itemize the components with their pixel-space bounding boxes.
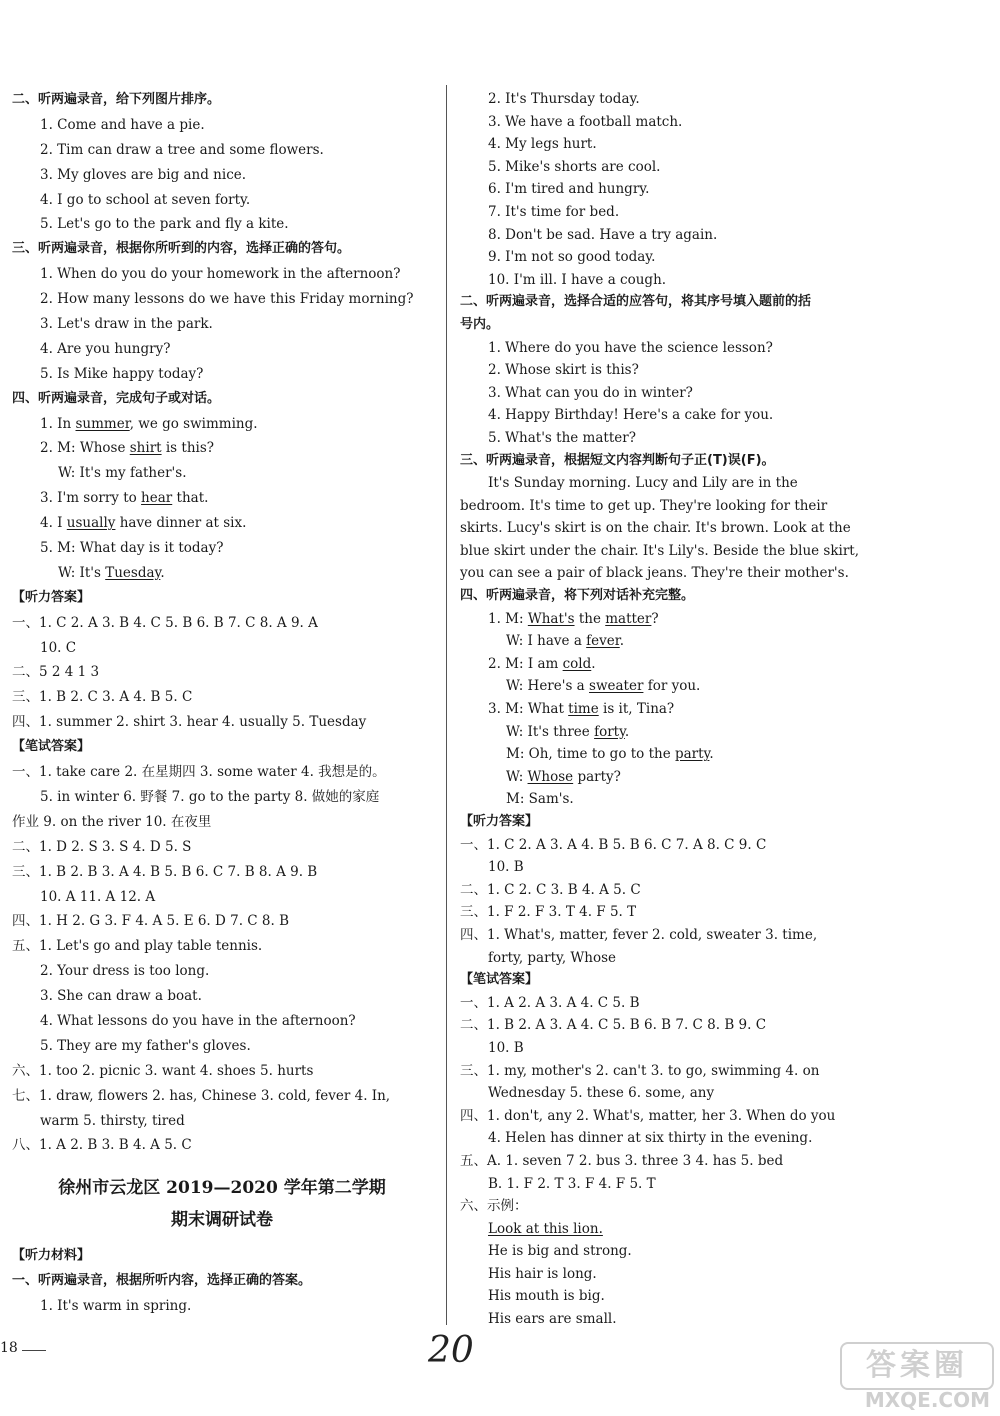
list-item: 8. Don't be sad. Have a try again.	[488, 226, 718, 243]
answer-line: 5. in winter 6. 野餐 7. go to the party 8. 做她的家庭	[40, 788, 380, 805]
section-heading: 四、听两遍录音，完成句子或对话。	[12, 390, 221, 406]
answer-line: 二、1. B 2. A 3. A 4. C 5. B 6. B 7. C 8. B 9. C	[460, 1017, 767, 1034]
filled-blank: matter	[605, 610, 652, 627]
section-heading: 三、听两遍录音，根据短文内容判断句子正(T)误(F)。	[460, 452, 775, 468]
exam-title: 徐州市云龙区 2019—2020 学年第二学期	[58, 1178, 386, 1199]
text: have dinner at six.	[115, 515, 247, 532]
text: W: It's three	[506, 723, 595, 740]
answer-line: 一、1. take care 2. 在星期四 3. some water 4. 我想是的。	[12, 764, 386, 781]
sample-underlined: Look at this lion.	[488, 1220, 603, 1237]
text: the	[574, 610, 606, 627]
text: .	[160, 564, 165, 581]
list-item: 5. Mike's shorts are cool.	[488, 158, 661, 175]
answer-line: 五、1. Let's go and play table tennis.	[12, 938, 263, 955]
list-item: 4. I go to school at seven forty.	[40, 191, 251, 208]
list-item	[12, 412, 432, 437]
dialog-line	[460, 721, 885, 744]
section-heading: 四、听两遍录音，将下列对话补充完整。	[460, 588, 695, 604]
answer-line: 三、1. B 2. C 3. A 4. B 5. C	[12, 689, 193, 706]
section-heading: 二、听两遍录音，给下列图片排序。	[12, 92, 221, 107]
filled-blank: shirt	[129, 440, 162, 457]
filled-blank: Tuesday	[105, 564, 161, 581]
list-item: 3. Let's draw in the park.	[40, 316, 213, 333]
sample-line: His ears are small.	[488, 1311, 617, 1328]
answer-line: 五、A. 1. seven 7 2. bus 3. three 3 4. has 5. bed	[460, 1152, 784, 1169]
answer-line: 5. They are my father's gloves.	[40, 1037, 251, 1054]
answer-line: B. 1. F 2. T 3. F 4. F 5. T	[488, 1175, 656, 1192]
text: 1. In	[40, 415, 76, 432]
section-heading: 二、听两遍录音，选择合适的应答句，将其序号填入题前的括	[460, 294, 812, 310]
answer-line: 三、1. my, mother's 2. can't 3. to go, swimming 4. on	[460, 1062, 820, 1079]
answer-heading: 【听力答案】	[12, 589, 91, 605]
text: is this?	[161, 440, 215, 457]
sample-line: He is big and strong.	[488, 1243, 632, 1260]
answer-line: 三、1. F 2. F 3. T 4. F 5. T	[460, 904, 637, 921]
dialog-line	[460, 630, 885, 653]
answer-heading: 【听力答案】	[460, 814, 539, 829]
answer-line: 二、1. D 2. S 3. S 4. D 5. S	[12, 838, 192, 855]
list-item: 2. How many lessons do we have this Friday morning?	[40, 291, 414, 308]
answer-line: 作业 9. on the river 10. 在夜里	[12, 813, 212, 830]
answer-line: 4. Helen has dinner at six thirty in the evening.	[488, 1130, 813, 1147]
answer-line: forty, party, Whose	[488, 949, 617, 966]
text: ?	[651, 610, 659, 627]
answer-line: 4. What lessons do you have in the afternoon?	[40, 1012, 356, 1029]
page-number: 18	[0, 1340, 18, 1356]
text: party?	[573, 768, 621, 785]
text: W:	[506, 768, 528, 785]
answer-line: 10. C	[40, 639, 77, 656]
list-item	[12, 511, 432, 536]
dialog-line	[460, 608, 885, 631]
filled-blank: summer	[75, 415, 130, 432]
list-item: 2. It's Thursday today.	[488, 91, 640, 107]
answer-line: 七、1. draw, flowers 2. has, Chinese 3. cold, fever 4. In,	[12, 1087, 391, 1104]
answer-line: 一、1. C 2. A 3. B 4. C 5. B 6. B 7. C 8. A 9. A	[12, 614, 318, 631]
answer-line: 10. B	[488, 859, 524, 876]
list-item: 5. M: What day is it today?	[40, 540, 224, 557]
list-item	[12, 486, 432, 511]
text: W: I have a	[506, 633, 587, 650]
answer-line: warm 5. thirsty, tired	[40, 1112, 185, 1129]
text: .	[591, 655, 596, 672]
list-item: 5. What's the matter?	[488, 429, 636, 446]
watermark-logo: 答案圈	[840, 1342, 994, 1390]
filled-blank: cold	[562, 655, 592, 672]
answer-line: 四、1. What's, matter, fever 2. cold, sweater 3. time,	[460, 926, 818, 943]
filled-blank: party	[674, 746, 710, 763]
text: for you.	[643, 678, 701, 695]
filled-blank: usually	[66, 515, 116, 532]
answer-line: 二、1. C 2. C 3. B 4. A 5. C	[460, 881, 641, 898]
answer-line: 二、5 2 4 1 3	[12, 664, 100, 681]
answer-line: 3. She can draw a boat.	[40, 988, 202, 1005]
filled-blank: forty	[594, 723, 625, 740]
column-divider	[446, 85, 447, 1325]
list-item: 3. What can you do in winter?	[488, 384, 693, 401]
dialog-line	[460, 675, 885, 698]
answer-line: 四、1. don't, any 2. What's, matter, her 3. When do you	[460, 1107, 836, 1124]
handwritten-number: 20	[428, 1330, 474, 1371]
material-heading: 【听力材料】	[12, 1248, 91, 1264]
text: .	[619, 633, 625, 650]
answer-line: 10. A 11. A 12. A	[40, 888, 156, 905]
text: .	[624, 723, 630, 740]
passage-line: you can see a pair of black jeans. They're their mother's.	[460, 565, 849, 582]
watermark	[834, 1342, 994, 1412]
text: is it, Tina?	[598, 701, 675, 718]
answer-line: 八、1. A 2. B 3. B 4. A 5. C	[12, 1137, 192, 1154]
list-item	[12, 561, 432, 586]
list-item: 3. We have a football match.	[488, 113, 683, 130]
dialog-line: M: Sam's.	[506, 791, 574, 808]
answer-line: 四、1. summer 2. shirt 3. hear 4. usually 5. Tuesday	[12, 714, 367, 731]
section-heading: 一、听两遍录音，根据所听内容，选择正确的答案。	[12, 1273, 312, 1289]
text: 2. M: I am	[488, 655, 563, 672]
right-column	[460, 88, 885, 1331]
dialog-line	[460, 653, 885, 676]
filled-blank: What's	[527, 610, 575, 627]
watermark-url: MXQE.COM	[864, 1388, 990, 1412]
answer-line: 六、1. too 2. picnic 3. want 4. shoes 5. hurts	[12, 1062, 314, 1079]
answer-heading: 【笔试答案】	[460, 972, 539, 988]
filled-blank: time	[568, 701, 599, 718]
list-item: 1. Come and have a pie.	[40, 116, 205, 133]
list-item: 2. Tim can draw a tree and some flowers.	[40, 141, 324, 158]
list-item: 4. Are you hungry?	[40, 340, 171, 357]
text: .	[709, 746, 714, 763]
list-item: 9. I'm not so good today.	[488, 249, 656, 266]
list-item: 5. Let's go to the park and fly a kite.	[40, 216, 289, 233]
text: 3. M: What	[488, 701, 569, 718]
text: that.	[172, 490, 209, 507]
sample-line: His hair is long.	[488, 1265, 597, 1282]
answer-line: 四、1. H 2. G 3. F 4. A 5. E 6. D 7. C 8. B	[12, 913, 290, 930]
answer-line: 一、1. A 2. A 3. A 4. C 5. B	[460, 994, 640, 1011]
text: M: Oh, time to go to the	[506, 746, 675, 763]
section-heading: 三、听两遍录音，根据你所听到的内容，选择正确的答句。	[12, 241, 351, 257]
list-item: 10. I'm ill. I have a cough.	[488, 271, 667, 288]
list-item: 3. My gloves are big and nice.	[40, 166, 247, 183]
filled-blank: Whose	[527, 768, 574, 785]
list-item: W: It's my father's.	[58, 465, 187, 482]
list-item: 1. It's warm in spring.	[40, 1298, 192, 1315]
dialog-line	[460, 698, 885, 721]
answer-line: Wednesday 5. these 6. some, any	[488, 1085, 715, 1102]
dialog-line	[460, 743, 885, 766]
text: W: Here's a	[506, 678, 590, 695]
list-item: 5. Is Mike happy today?	[40, 365, 204, 382]
list-item: 1. Where do you have the science lesson?	[488, 339, 773, 356]
passage-line: skirts. Lucy's skirt is on the chair. It's brown. Look at the	[460, 520, 851, 537]
text: 4. I	[40, 515, 67, 532]
text: W: It's	[58, 564, 106, 581]
text: , we go swimming.	[129, 415, 258, 432]
answer-line: 10. B	[488, 1039, 524, 1056]
list-item: 6. I'm tired and hungry.	[488, 181, 650, 198]
answer-heading: 【笔试答案】	[12, 739, 91, 755]
text: 1. M:	[488, 610, 528, 627]
list-item: 2. Whose skirt is this?	[488, 362, 639, 379]
dialog-line	[460, 766, 885, 789]
list-item: 4. Happy Birthday! Here's a cake for you.	[488, 407, 774, 424]
text: 2. M: Whose	[40, 440, 130, 457]
sample-line: His mouth is big.	[488, 1288, 605, 1305]
sample-line	[460, 1218, 885, 1241]
filled-blank: fever	[586, 633, 620, 650]
section-heading-cont: 号内。	[460, 316, 500, 332]
list-item: 4. My legs hurt.	[488, 136, 597, 153]
passage-line: blue skirt under the chair. It's Lily's. Beside the blue skirt,	[460, 542, 860, 559]
answer-line: 一、1. C 2. A 3. A 4. B 5. B 6. C 7. A 8. C 9. C	[460, 836, 767, 853]
exam-subtitle: 期末调研试卷	[171, 1210, 273, 1231]
filled-blank: hear	[141, 490, 173, 507]
answer-line: 三、1. B 2. B 3. A 4. B 5. B 6. C 7. B 8. A 9. B	[12, 863, 318, 880]
list-item: 1. When do you do your homework in the afternoon?	[40, 266, 401, 283]
answer-line: 2. Your dress is too long.	[40, 963, 210, 980]
answer-line: 六、示例：	[460, 1198, 528, 1215]
list-item: 7. It's time for bed.	[488, 203, 620, 220]
passage-line: It's Sunday morning. Lucy and Lily are in the	[488, 475, 798, 492]
page-number-rule	[22, 1350, 46, 1351]
list-item	[12, 436, 432, 461]
filled-blank: sweater	[589, 678, 644, 695]
text: 3. I'm sorry to	[40, 490, 142, 507]
passage-line: bedroom. It's time to get up. They're looking for their	[460, 497, 828, 514]
left-column	[12, 88, 432, 1319]
